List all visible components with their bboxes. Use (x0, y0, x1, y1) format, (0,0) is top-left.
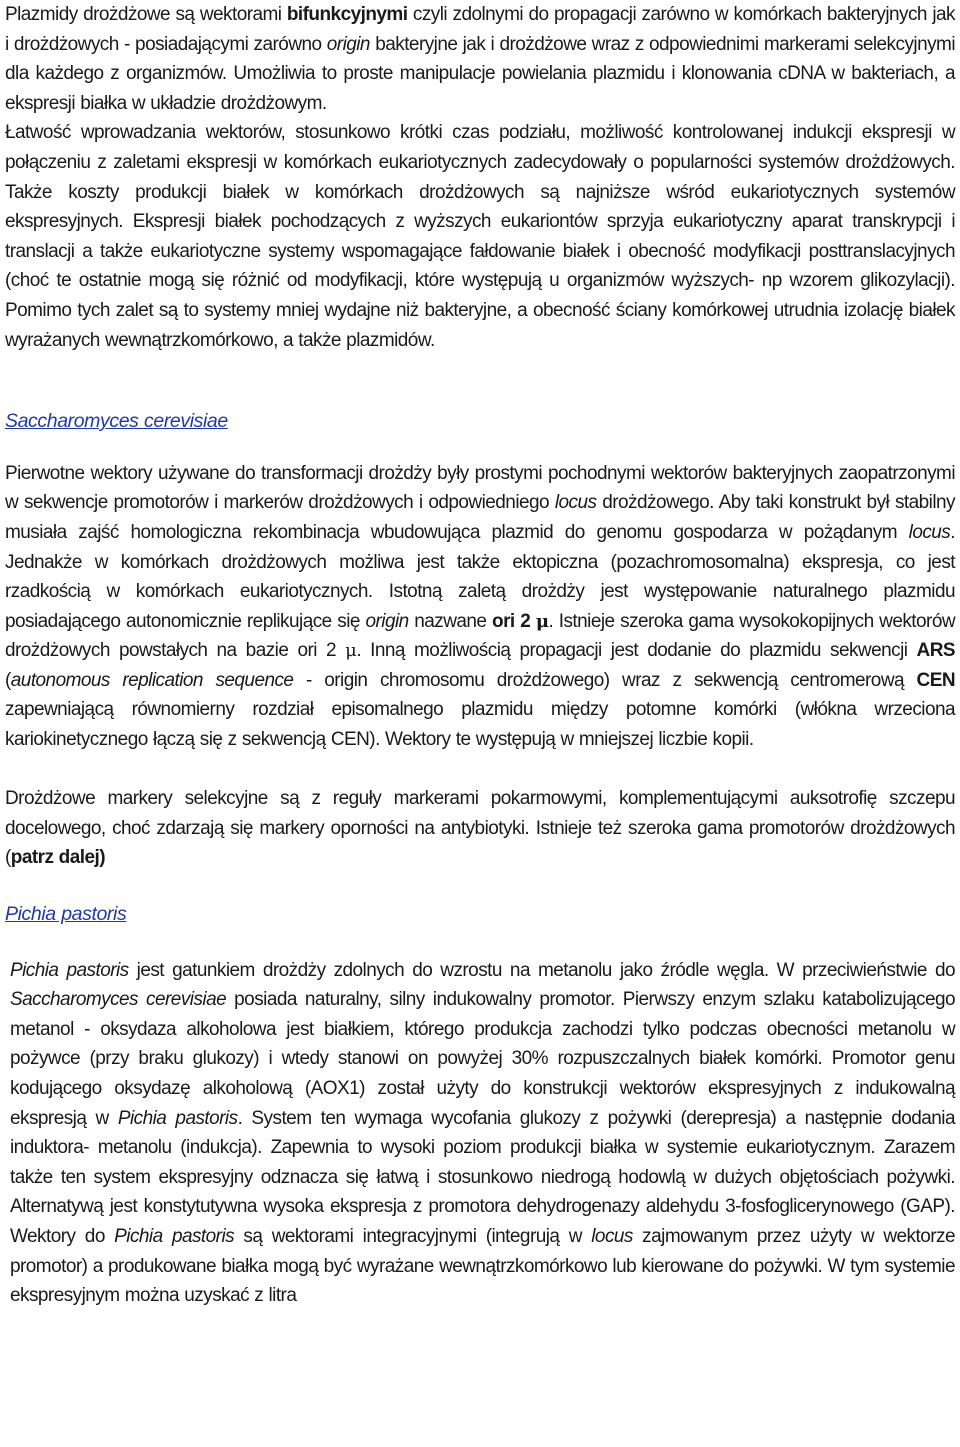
mu-symbol: μ (345, 640, 357, 662)
bold-term-bifunkcyjnymi: bifunkcyjnymi (286, 4, 408, 25)
italic-term-saccharomyces-cerevisiae: Saccharomyces cerevisiae (10, 989, 227, 1011)
italic-term-pichia-pastoris: Pichia pastoris (117, 1107, 238, 1129)
text-run: - origin chromosomu drożdżowego) wraz z sekwencją centromerową (293, 669, 917, 691)
text-run: czyli zdolnymi do propagacji zarówno w komórkach bakteryjnych jak i drożdżowych - posiadającymi zarówno (5, 4, 955, 55)
text-run: jest gatunkiem drożdży zdolnych do wzrostu na metanolu jako źródle węgla. W przeciwieństwie do (128, 959, 955, 981)
italic-term-locus: locus (591, 1225, 633, 1247)
text-run: . Inną możliwością propagacji jest dodanie do plazmidu sekwencji (356, 640, 917, 662)
text-run: . Istnieje szeroka gama wysokokopijnych wektorów drożdżowych powstałych na bazie ori 2 (5, 610, 956, 662)
text-run: zapewniającą równomierny rozdział episomalnego plazmidu między potomne komórki (włókna wrzeciona kariokinetycznego łączą się z sekwencją CEN). Wektory te występują w mniejszej liczbie kopii. (5, 699, 955, 751)
text-run: . System ten wymaga wycofania glukozy z pożywki (derepresja) a następnie dodania induktora- metanolu (indukcja). Zapewnia to wysoki poziom produkcji białka w systemie eukariotycznym. Zarazem także ten system ekspresyjny odznacza się łatwą i stosunkowo niedrogą hodowlą w dużych objętościach pożywki. Alternatywą jest konstytutywna wysoka ekspresja z promotora dehydrogenazy aldehydu 3-fosfoglicerynowego (GAP). Wektory do (10, 1107, 955, 1247)
text-run: bakteryjne jak i drożdżowe wraz z odpowiednimi markerami selekcyjnymi dla każdego z organizmów. Umożliwia to proste manipulacje powielania plazmidu i klonowania cDNA w bakteriach, a ekspresji białka w układzie drożdżowym. (5, 33, 955, 114)
italic-term-pichia-pastoris: Pichia pastoris (114, 1225, 235, 1247)
italic-term-locus: locus (908, 521, 951, 543)
text-run: Plazmidy drożdżowe są wektorami (5, 4, 287, 25)
italic-term-autonomous-replication-sequence: autonomous replication sequence (10, 669, 294, 691)
italic-term-pichia-pastoris: Pichia pastoris (10, 959, 129, 981)
text-run: są wektorami integracyjnymi (integrują w (234, 1225, 592, 1247)
text-run: posiada naturalny, silny indukowalny promotor. Pierwszy enzym szlaku katabolizującego metanol - oksydaza alkoholowa jest białkiem, którego produkcja zachodzi tylko podczas obecności metanolu w pożywce (przy braku glukozy) i wtedy stanowi on powyżej 30% rozpuszczalnych białek komórki. Promotor genu kodującego oksydazę alkoholową (AOX1) został użyty do konstrukcji wektorów ekspresyjnych z indukowalną ekspresją w (10, 989, 956, 1129)
text-run: . Jednakże w komórkach drożdżowych możliwa jest także ektopiczna (pozachromosomalna) ekspresja, co jest rzadkością w komórkach eukariotycznych. Istotną zaletą drożdży jest występowanie naturalnego plazmidu posiadającego autonomicznie replikujące się (5, 521, 955, 632)
bold-term-cen: CEN (916, 669, 955, 691)
italic-term-origin: origin (365, 610, 409, 632)
paragraph-saccharomyces-vectors (5, 459, 955, 755)
text-run: nazwane (408, 610, 493, 632)
paragraph-intro (5, 0, 955, 118)
text-run: Drożdżowe markery selekcyjne są z reguły markerami pokarmowymi, komplementującymi auksotrofię szczepu docelowego, choć zdarzają się markery oporności na antybiotyki. Istnieje też szeroka gama promotorów drożdżowych ( (5, 788, 955, 869)
text-run: drożdżowego. Aby taki konstrukt był stabilny musiała zajść homologiczna rekombinacja wbudowująca plazmid do genomu gospodarza w pożądanym (5, 492, 955, 543)
text-run: Pierwotne wektory używane do transformacji drożdży były prostymi pochodnymi wektorów bakteryjnych zaopatrzonymi w sekwencje promotorów i markerów drożdżowych i odpowiedniego (5, 462, 955, 514)
paragraph-selection-markers (5, 784, 955, 873)
paragraph-advantages (5, 118, 955, 355)
section-heading-saccharomyces: Saccharomyces cerevisiae (5, 410, 228, 433)
italic-term-locus: locus (554, 492, 597, 514)
mu-symbol: μ (535, 610, 549, 632)
paragraph-pichia (5, 956, 955, 1311)
text-run: Łatwość wprowadzania wektorów, stosunkowo krótki czas podziału, możliwość kontrolowanej indukcji ekspresji w połączeniu z zaletami ekspresji w komórkach eukariotycznych zadecydowały o popularności systemów drożdżowych. Także koszty produkcji białek w komórkach drożdżowych są najniższe wśród eukariotycznych systemów ekspresyjnych. Ekspresji białek pochodzących z wyższych eukariontów sprzyja eukariotyczny aparat transkrypcji i translacji a także eukariotyczne systemy wspomagające fałdowanie białek i obecność modyfikacji posttranslacyjnych (choć te ostatnie mogą się różnić od modyfikacji, które występują u organizmów wyższych- np wzorem glikozylacji). Pomimo tych zalet są to systemy mniej wydajne niż bakteryjne, a obecność ściany komórkowej utrudnia izolację białek wyrażanych wewnątrzkomórkowo, a także plazmidów. (5, 122, 955, 351)
bold-term-ori2: ori 2 (492, 610, 536, 632)
text-run: ( (5, 669, 11, 691)
italic-term-origin: origin (326, 33, 370, 55)
bold-term-ars: ARS (916, 640, 956, 662)
section-heading-pichia: Pichia pastoris (5, 903, 127, 926)
bold-term-patrz-dalej: patrz dalej) (10, 847, 105, 869)
document-page (5, 0, 955, 1311)
text-run: zajmowanym przez użyty w wektorze promotor) a produkowane białka mogą być wyrażane wewnątrzkomórkowo lub kierowane do pożywki. W tym systemie ekspresyjnym można uzyskać z litra (10, 1225, 955, 1307)
